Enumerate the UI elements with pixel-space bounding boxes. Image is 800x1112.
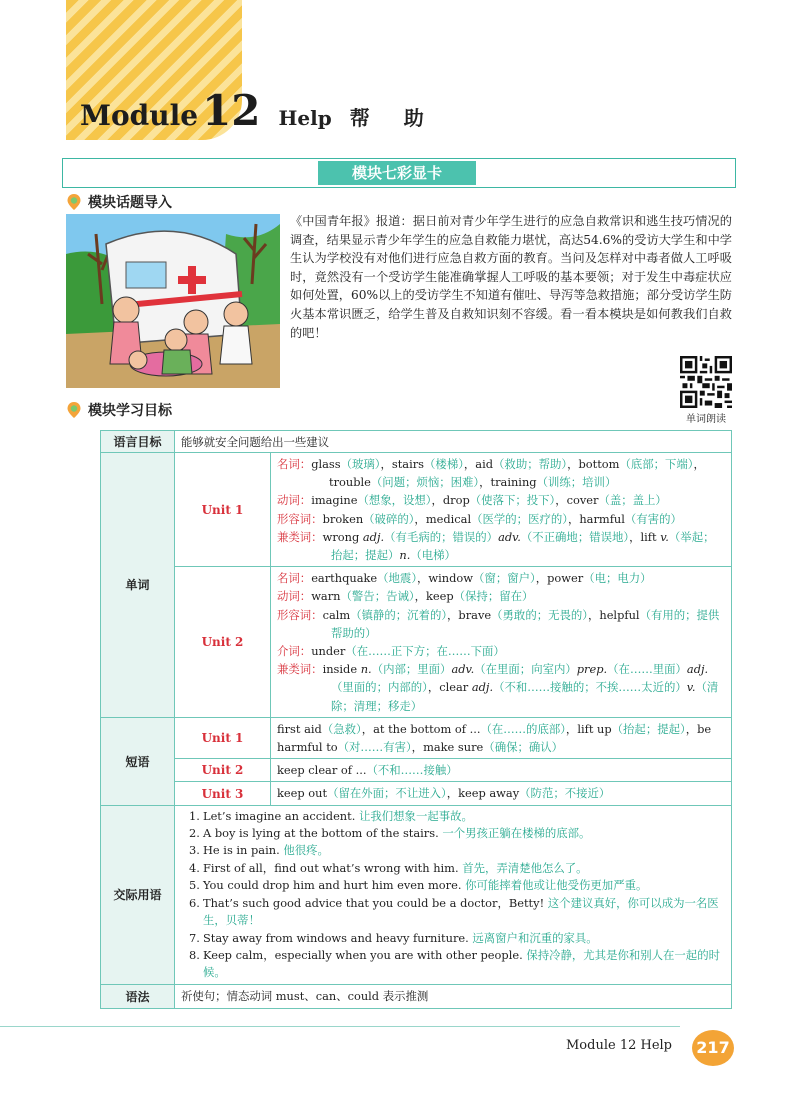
- words-unit2-label: Unit 2: [175, 567, 271, 718]
- goals-heading: [66, 400, 172, 420]
- topic-heading-text: 模块话题导入: [88, 195, 172, 211]
- topic-intro-text: 《中国青年报》报道：据日前对青少年学生进行的应急自救常识和逃生技巧情况的调查，结果显示青少年学生的应急自救能力堪忧，高达54.6%的受访大学生和中学生认为学校没有对他们进行应急自救方面的教育。当问及怎样对中毒者做人工呼吸时，竟然没有一个受访学生能准确掌握人工呼吸的基本要领；对于发生中毒症状应如何处置，60%以上的受访学生不知道有催吐、导泻等急救措施；部分受访学生防火基本常识匮乏，给学生普及自救知识刻不容缓。看一看本模块是如何教我们自救的吧！: [290, 214, 732, 340]
- table-row: [101, 759, 732, 782]
- list-item: 5. You could drop him and hurt him even more. 你可能摔着他或让他受伤更加严重。: [189, 878, 648, 893]
- list-item: 1. Let’s imagine an accident. 让我们想象一起事故。: [189, 808, 473, 823]
- list-item: 7. Stay away from windows and heavy furniture. 远离窗户和沉重的家具。: [189, 930, 598, 945]
- language-label: 语言目标: [101, 431, 175, 453]
- table-row: [101, 782, 732, 805]
- card-title: 模块七彩显卡: [318, 161, 476, 185]
- location-pin-icon: [66, 193, 82, 211]
- list-item: 3. He is in pain. 他很疼。: [189, 843, 329, 858]
- phrases-unit1-content: first aid（急救），at the bottom of ...（在……的底部），lift up（抬起；提起），be harmful to（对……有害），make sure（确保；确认）: [271, 717, 732, 758]
- table-row: [101, 805, 732, 984]
- module-word: Module: [80, 99, 199, 132]
- goals-table: [100, 430, 732, 1009]
- phrases-unit3-label: Unit 3: [175, 782, 271, 805]
- goals-heading-text: 模块学习目标: [88, 403, 172, 419]
- words-unit1-content: 名词：glass（玻璃），stairs（楼梯），aid（救助；帮助），bottom（底部；下端），trouble（问题；烦恼；困难），training（训练；培训） 动词：imagine（想象，设想），drop（使落下；投下），cover（盖；盖上） 形容词：broken（破碎的），medical（医学的；医疗的），harmful（有害的） 兼类词：wrong adj.（有毛病的；错误的）adv.（不正确地；错误地），lift v.（举起；抬起；提起）n.（电梯）: [271, 453, 732, 567]
- topic-heading: [66, 192, 172, 212]
- module-topic-cn: 帮助: [349, 106, 458, 130]
- list-item: 8. Keep calm，especially when you are with other people. 保持冷静，尤其是你和别人在一起的时候。: [189, 947, 720, 980]
- list-item: 6. That’s such good advice that you could be a doctor，Betty! 这个建议真好，你可以成为一名医生，贝蒂！: [189, 895, 719, 928]
- qr-code-label: 单词朗读: [686, 414, 726, 425]
- phrases-unit1-label: Unit 1: [175, 717, 271, 758]
- page-title: [80, 86, 458, 135]
- table-row: [101, 431, 732, 453]
- footer-divider: [0, 1026, 680, 1027]
- qr-code-icon[interactable]: [680, 356, 732, 408]
- phrases-unit2-label: Unit 2: [175, 759, 271, 782]
- list-item: 2. A boy is lying at the bottom of the stairs. 一个男孩正躺在楼梯的底部。: [189, 826, 591, 841]
- first-aid-cartoon-image: [66, 214, 280, 388]
- list-item: 4. First of all，find out what’s wrong with him. 首先，弄清楚他怎么了。: [189, 860, 588, 875]
- grammar-value: 祈使句；情态动词 must、can、could 表示推测: [175, 984, 732, 1008]
- footer-module-label: Module 12 Help: [566, 1038, 672, 1053]
- phrases-label: 短语: [101, 717, 175, 805]
- phrases-unit3-content: keep out（留在外面；不让进入），keep away（防范；不接近）: [271, 782, 732, 805]
- communication-sentences: [175, 805, 732, 984]
- module-number: 12: [202, 86, 261, 135]
- table-row: [101, 717, 732, 758]
- words-unit2-content: 名词：earthquake（地震），window（窗；窗户），power（电；电力） 动词：warn（警告；告诫），keep（保持；留在） 形容词：calm（镇静的；沉着的），brave（勇敢的；无畏的），helpful（有用的；提供帮助的） 介词：under（在……正下方；在……下面） 兼类词：inside n.（内部；里面）adv.（在里面；向室内）prep.（在……里面）adj.（里面的；内部的），clear adj.（不和……接触的；不挨……太近的）v.（清除；清理；移走）: [271, 567, 732, 718]
- module-topic-en: Help: [278, 106, 332, 130]
- communication-label: 交际用语: [101, 805, 175, 984]
- phrases-unit2-content: keep clear of ...（不和……接触）: [271, 759, 732, 782]
- page-number: 217: [692, 1030, 734, 1066]
- location-pin-icon: [66, 401, 82, 419]
- table-row: [101, 453, 732, 567]
- words-label: 单词: [101, 453, 175, 718]
- language-value: 能够就安全问题给出一些建议: [175, 431, 732, 453]
- grammar-label: 语法: [101, 984, 175, 1008]
- table-row: [101, 567, 732, 718]
- words-unit1-label: Unit 1: [175, 453, 271, 567]
- table-row: [101, 984, 732, 1008]
